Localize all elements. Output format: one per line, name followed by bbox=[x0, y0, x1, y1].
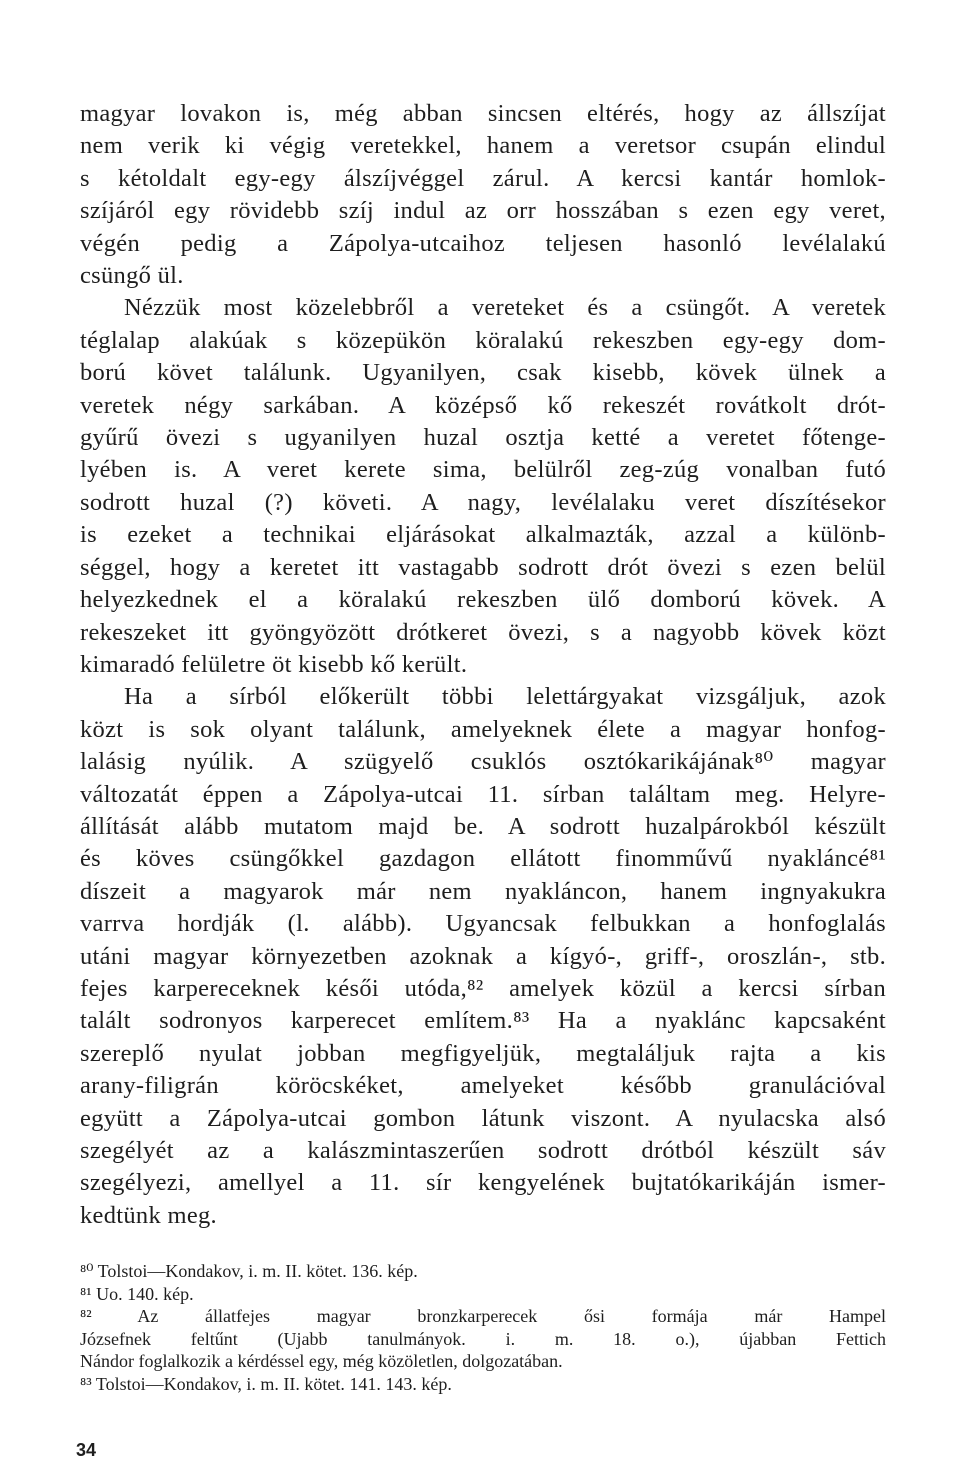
footnote-82-cont: Nándor foglalkozik a kérdéssel egy, még közöletlen, dolgozatában. bbox=[80, 1351, 563, 1371]
body-line: Nézzük most közelebbről a vereteket és a csüngőt. A veretek bbox=[124, 294, 886, 322]
body-line: díszeit a magyarok már nem nyakláncon, hanem ingnyakukra bbox=[80, 877, 886, 905]
body-line: sodrott huzal (?) követi. A nagy, levélalaku veret díszítésekor bbox=[80, 488, 886, 516]
body-line: végén pedig a Zápolya-utcaihoz teljesen hasonló levélalakú bbox=[80, 229, 886, 257]
body-line: helyezkednek el a köralakú rekeszben ülő domború kövek. A bbox=[80, 586, 886, 614]
footnote-82: ⁸² Az állatfejes magyar bronzkarperecek ősi formája már Hampel bbox=[80, 1306, 886, 1326]
body-line: lalásig nyúlik. A szügyelő csuklós osztókarikájának⁸⁰ magyar bbox=[80, 748, 886, 776]
body-line: változatát éppen a Zápolya-utcai 11. sírban találtam meg. Helyre- bbox=[80, 780, 886, 808]
body-line: nem verik ki végig veretekkel, hanem a veretsor csupán elindul bbox=[80, 132, 886, 160]
footnote-82-cont: Józsefnek feltűnt (Ujabb tanulmányok. i. m. 18. o.), újabban Fettich bbox=[80, 1328, 886, 1349]
body-line: fejes karpereceknek késői utóda,⁸² amelyek közül a kercsi sírban bbox=[80, 974, 886, 1002]
body-line: szereplő nyulat jobban megfigyeljük, megtaláljuk rajta a kis bbox=[80, 1039, 886, 1067]
body-line: szíjáról egy rövidebb szíj indul az orr hosszában s ezen egy veret, bbox=[80, 197, 886, 225]
body-line: Ha a sírból előkerült többi lelettárgyakat vizsgáljuk, azok bbox=[124, 683, 886, 711]
body-line: veretek négy sarkában. A középső kő rekeszét rovátkolt drót- bbox=[80, 391, 886, 419]
body-line: lyében is. A veret kerete sima, belülről zeg-zúg vonalban futó bbox=[80, 456, 886, 484]
page-number: 34 bbox=[76, 1440, 97, 1460]
body-line: szegélyezi, amellyel a 11. sír kengyelének bujtatókarikáján ismer- bbox=[80, 1169, 886, 1197]
body-line: közt is sok olyant találunk, amelyeknek élete a magyar honfog- bbox=[80, 715, 886, 743]
footnote-83: ⁸³ Tolstoi—Kondakov, i. m. II. kötet. 141. 143. kép. bbox=[80, 1373, 452, 1394]
body-line: és köves csüngőkkel gazdagon ellátott finomművű nyakláncé⁸¹ bbox=[80, 845, 886, 873]
body-line: állítását alább mutatom majd be. A sodrott huzalpárokból készült bbox=[80, 812, 886, 840]
body-line: gyűrű övezi s ugyanilyen huzal osztja ketté a veretet főtenge- bbox=[80, 424, 886, 452]
footnote-80: ⁸⁰ Tolstoi—Kondakov, i. m. II. kötet. 136. kép. bbox=[80, 1261, 418, 1281]
body-line: csüngő ül. bbox=[80, 262, 184, 290]
footnotes bbox=[80, 1260, 886, 1395]
body-line: együtt a Zápolya-utcai gombon látunk viszont. A nyulacska alsó bbox=[80, 1104, 886, 1132]
body-line: magyar lovakon is, még abban sincsen eltérés, hogy az állszíjat bbox=[80, 100, 886, 127]
body-line: s kétoldalt egy-egy álszíjvéggel zárul. A kercsi kantár homlok- bbox=[80, 164, 886, 192]
body-line: utáni magyar környezetben azoknak a kígyó-, griff-, oroszlán-, stb. bbox=[80, 942, 886, 970]
body-text bbox=[80, 98, 886, 1232]
body-line: ború követ találunk. Ugyanilyen, csak kisebb, kövek ülnek a bbox=[80, 359, 886, 387]
footnote-81: ⁸¹ Uo. 140. kép. bbox=[80, 1283, 194, 1304]
body-line: rekeszeket itt gyöngyözött drótkeret övezi, s a nagyobb kövek közt bbox=[80, 618, 886, 646]
body-line: kedtünk meg. bbox=[80, 1201, 217, 1229]
body-line: téglalap alakúak s közepükön köralakú rekeszben egy-egy dom- bbox=[80, 326, 886, 354]
body-line: szegélyét az a kalászmintaszerűen sodrott drótból készült sáv bbox=[80, 1137, 886, 1164]
body-line: séggel, hogy a keretet itt vastagabb sodrott drót övezi s ezen belül bbox=[80, 553, 886, 581]
body-line: talált sodronyos karperecet említem.⁸³ Ha a nyaklánc kapcsaként bbox=[80, 1007, 886, 1035]
body-line: arany-filigrán köröcskéket, amelyeket később granulációval bbox=[80, 1072, 886, 1100]
body-line: is ezeket a technikai eljárásokat alkalmazták, azzal a különb- bbox=[80, 521, 886, 549]
body-line: kimaradó felületre öt kisebb kő került. bbox=[80, 650, 468, 678]
body-line: varrva hordják (l. alább). Ugyancsak felbukkan a honfoglalás bbox=[80, 910, 886, 938]
